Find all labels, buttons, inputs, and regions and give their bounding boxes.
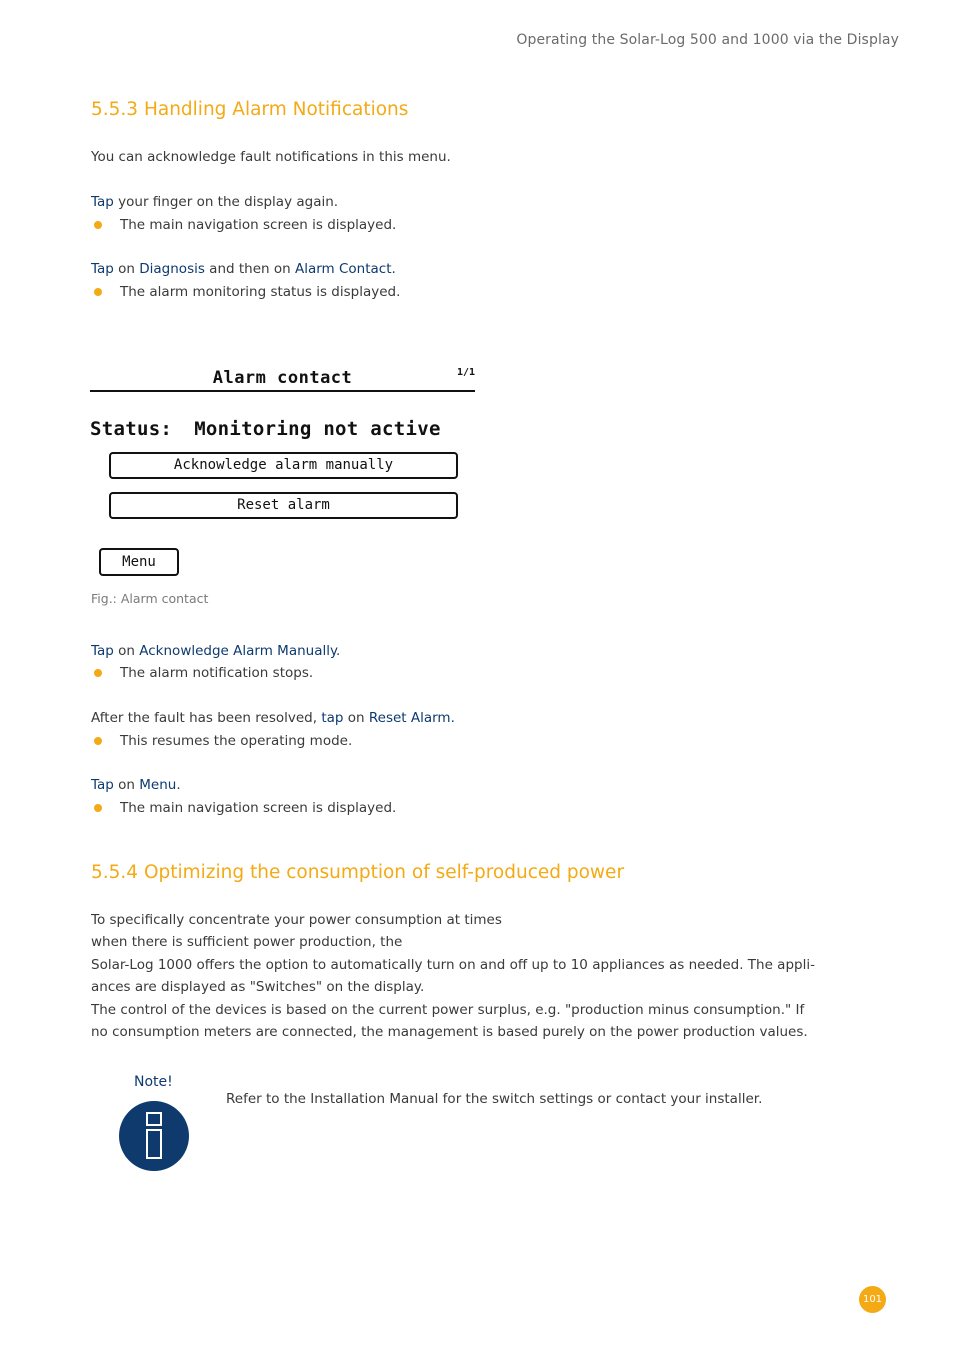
alarm-contact-screen bbox=[90, 362, 480, 582]
keyword-tap: Tap bbox=[91, 643, 114, 659]
step-tap-display: Tap your finger on the display again. bbox=[91, 194, 339, 210]
bullet-dot bbox=[94, 737, 102, 745]
reset-alarm-button[interactable]: Reset alarm bbox=[109, 492, 458, 519]
paragraph-line: The control of the devices is based on the current power surplus, e.g. "production minus consumption." If bbox=[91, 1002, 805, 1018]
acknowledge-alarm-button[interactable]: Acknowledge alarm manually bbox=[109, 452, 458, 479]
status-label: Status: bbox=[90, 418, 173, 440]
paragraph-line: no consumption meters are connected, the management is based purely on the power production values. bbox=[91, 1024, 808, 1040]
bullet-dot bbox=[94, 221, 102, 229]
bullet-dot bbox=[94, 288, 102, 296]
bullet-dot bbox=[94, 669, 102, 677]
note-text: Refer to the Installation Manual for the switch settings or contact your installer. bbox=[226, 1091, 763, 1107]
page-number-badge: 101 bbox=[859, 1286, 886, 1313]
menu-button[interactable]: Menu bbox=[99, 548, 179, 576]
step-tap-menu: Tap on Menu. bbox=[91, 777, 181, 793]
status-line bbox=[90, 418, 441, 440]
info-icon bbox=[119, 1101, 189, 1171]
section-heading-alarm: 5.5.3 Handling Alarm Notifications bbox=[91, 99, 409, 120]
title-divider bbox=[90, 390, 475, 392]
step-tap-diagnosis: Tap on Diagnosis and then on Alarm Contact. bbox=[91, 261, 396, 277]
keyword-reset-alarm: Reset Alarm. bbox=[368, 710, 455, 726]
intro-paragraph: You can acknowledge fault notifications in this menu. bbox=[91, 149, 451, 165]
paragraph-line: when there is sufficient power production, the bbox=[91, 934, 403, 950]
bullet-dot bbox=[94, 804, 102, 812]
running-header: Operating the Solar-Log 500 and 1000 via the Display bbox=[516, 32, 899, 48]
keyword-tap: Tap bbox=[91, 194, 114, 210]
keyword-tap: Tap bbox=[91, 777, 114, 793]
keyword-menu: Menu bbox=[139, 777, 177, 793]
keyword-alarm-contact: Alarm Contact. bbox=[294, 261, 396, 277]
paragraph-line: Solar-Log 1000 offers the option to automatically turn on and off up to 10 appliances as needed. The appli- bbox=[91, 957, 815, 973]
keyword-tap: tap bbox=[321, 710, 344, 726]
keyword-tap: Tap bbox=[91, 261, 114, 277]
note-label: Note! bbox=[134, 1074, 173, 1090]
figure-caption: Fig.: Alarm contact bbox=[91, 591, 209, 606]
section-heading-self-consumption: 5.5.4 Optimizing the consumption of self-produced power bbox=[91, 862, 625, 883]
keyword-diagnosis: Diagnosis bbox=[139, 261, 205, 277]
paragraph-line: To specifically concentrate your power consumption at times bbox=[91, 912, 502, 928]
keyword-acknowledge: Acknowledge Alarm Manually bbox=[139, 643, 337, 659]
status-value: Monitoring not active bbox=[194, 418, 441, 440]
screen-page-indicator: 1/1 bbox=[456, 367, 475, 378]
screen-title: Alarm contact bbox=[212, 368, 353, 388]
step-tap-acknowledge: Tap on Acknowledge Alarm Manually. bbox=[91, 643, 341, 659]
paragraph-line: ances are displayed as "Switches" on the display. bbox=[91, 979, 425, 995]
step-reset-alarm: After the fault has been resolved, tap on Reset Alarm. bbox=[91, 710, 455, 726]
